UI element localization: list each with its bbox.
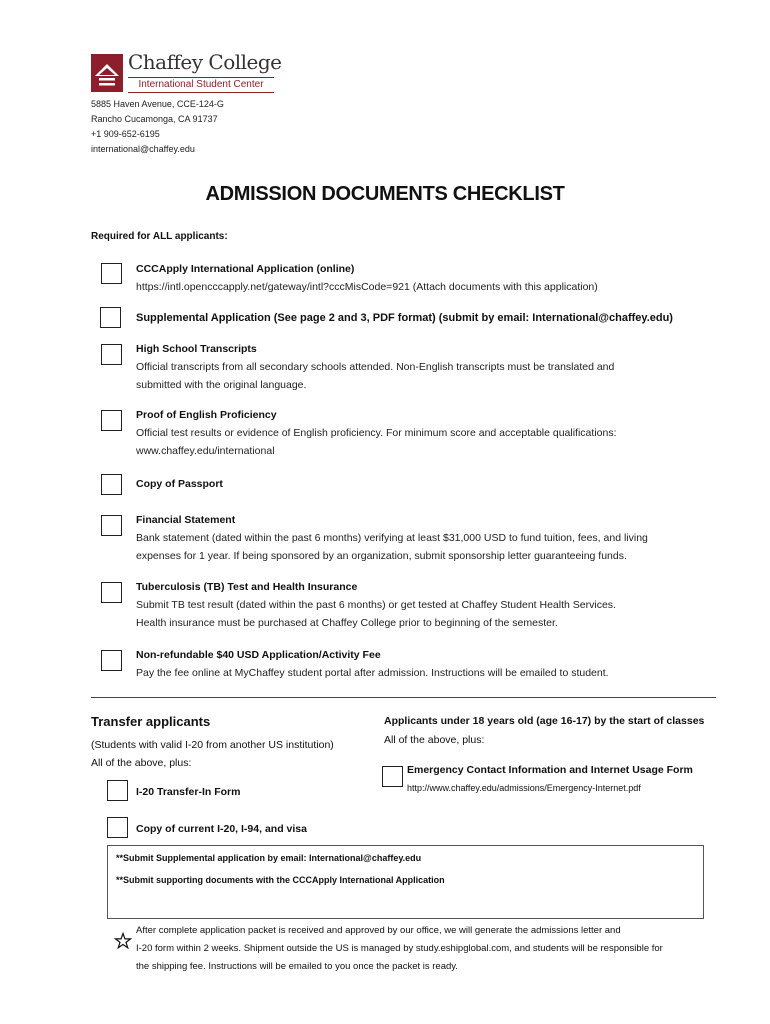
submission-note: **Submit supporting documents with the CCCApply International Application <box>116 875 445 885</box>
page-title: ADMISSION DOCUMENTS CHECKLIST <box>205 183 565 205</box>
checklist-item-transcripts <box>136 340 726 394</box>
transfer-note-line: (Students with valid I-20 from another US institution) <box>91 739 334 751</box>
transfer-heading: Transfer applicants <box>91 714 211 729</box>
item-title: Financial Statement <box>136 514 236 526</box>
i20-transfer-label: I-20 Transfer-In Form <box>136 786 241 798</box>
address-block <box>91 97 224 157</box>
college-logo <box>91 50 291 94</box>
final-line: I-20 form within 2 weeks. Shipment outside the US is managed by study.eshipglobal.com, and students will be responsible for <box>136 943 663 954</box>
item-desc: Health insurance must be purchased at Chaffey College prior to beginning of the semester. <box>136 617 558 629</box>
checklist-item-cccapply <box>136 260 726 296</box>
checkbox-supplemental[interactable] <box>100 307 121 328</box>
item-desc: Official transcripts from all secondary schools attended. Non-English transcripts must be translated and <box>136 361 615 373</box>
transfer-note-line: All of the above, plus: <box>91 757 192 769</box>
checkbox-financial[interactable] <box>101 515 122 536</box>
required-label: Required for ALL applicants: <box>91 231 228 242</box>
checkbox-passport[interactable] <box>101 474 122 495</box>
under18-heading: Applicants under 18 years old (age 16-17) by the start of classes <box>384 715 705 727</box>
checkbox-copy-i20[interactable] <box>107 817 128 838</box>
checklist-item-english <box>136 406 726 460</box>
item-title: Non-refundable $40 USD Application/Activity Fee <box>136 649 381 661</box>
item-title: CCCApply International Application (online) <box>136 263 355 275</box>
address-line: 5885 Haven Avenue, CCE-124-G <box>91 99 224 109</box>
checklist-item-financial <box>136 511 726 565</box>
item-desc: Bank statement (dated within the past 6 months) verifying at least $31,000 USD to fund tuition, fees, and living <box>136 532 648 544</box>
phone-line: +1 909-652-6195 <box>91 129 160 139</box>
transfer-note <box>91 736 334 772</box>
item-desc: Official test results or evidence of English proficiency. For minimum score and acceptable qualifications: <box>136 427 617 439</box>
emergency-form-link[interactable]: http://www.chaffey.edu/admissions/Emergency-Internet.pdf <box>407 783 641 793</box>
item-desc: www.chaffey.edu/international <box>136 445 275 457</box>
item-title: Copy of Passport <box>136 478 223 490</box>
checklist-item-fee <box>136 646 726 682</box>
checkbox-english[interactable] <box>101 410 122 431</box>
checkbox-transcripts[interactable] <box>101 344 122 365</box>
checkbox-fee[interactable] <box>101 650 122 671</box>
checkbox-cccapply[interactable] <box>101 263 122 284</box>
item-desc: submitted with the original language. <box>136 379 307 391</box>
item-title: Proof of English Proficiency <box>136 409 277 421</box>
emergency-contact-label: Emergency Contact Information and Internet Usage Form <box>407 764 693 776</box>
under18-sub: All of the above, plus: <box>384 734 485 746</box>
checkbox-emergency-contact[interactable] <box>382 766 403 787</box>
item-desc: https://intl.opencccapply.net/gateway/intl?cccMisCode=921 (Attach documents with this application) <box>136 281 598 293</box>
email-line[interactable]: international@chaffey.edu <box>91 144 195 154</box>
address-line: Rancho Cucamonga, CA 91737 <box>91 114 218 124</box>
item-desc: Submit TB test result (dated within the past 6 months) or get tested at Chaffey Student Health Services. <box>136 599 616 611</box>
checkbox-i20-transfer[interactable] <box>107 780 128 801</box>
college-name: Chaffey College <box>128 50 282 74</box>
item-title: Tuberculosis (TB) Test and Health Insurance <box>136 581 358 593</box>
item-title: High School Transcripts <box>136 343 257 355</box>
star-icon <box>114 932 132 950</box>
submission-note: **Submit Supplemental application by email: International@chaffey.edu <box>116 853 422 863</box>
final-instructions <box>136 922 726 976</box>
item-desc: expenses for 1 year. If being sponsored by an organization, submit sponsorship letter guaranteeing funds. <box>136 550 627 562</box>
college-logo-mark <box>91 54 123 92</box>
checklist-item-passport <box>136 475 726 493</box>
item-desc: Pay the fee online at MyChaffey student portal after admission. Instructions will be emailed to student. <box>136 667 609 679</box>
final-line: the shipping fee. Instructions will be emailed to you once the packet is ready. <box>136 961 458 972</box>
checklist-item-tb-insurance <box>136 578 726 632</box>
item-title: Supplemental Application (See page 2 and 3, PDF format) (submit by email: International@chaffey.edu) <box>136 312 673 324</box>
final-line: After complete application packet is received and approved by our office, we will generate the admissions letter and <box>136 925 621 936</box>
checkbox-tb-insurance[interactable] <box>101 582 122 603</box>
copy-i20-label: Copy of current I-20, I-94, and visa <box>136 823 307 835</box>
checklist-item-supplemental <box>136 309 726 327</box>
center-name: International Student Center <box>128 77 274 93</box>
section-divider <box>91 697 716 698</box>
